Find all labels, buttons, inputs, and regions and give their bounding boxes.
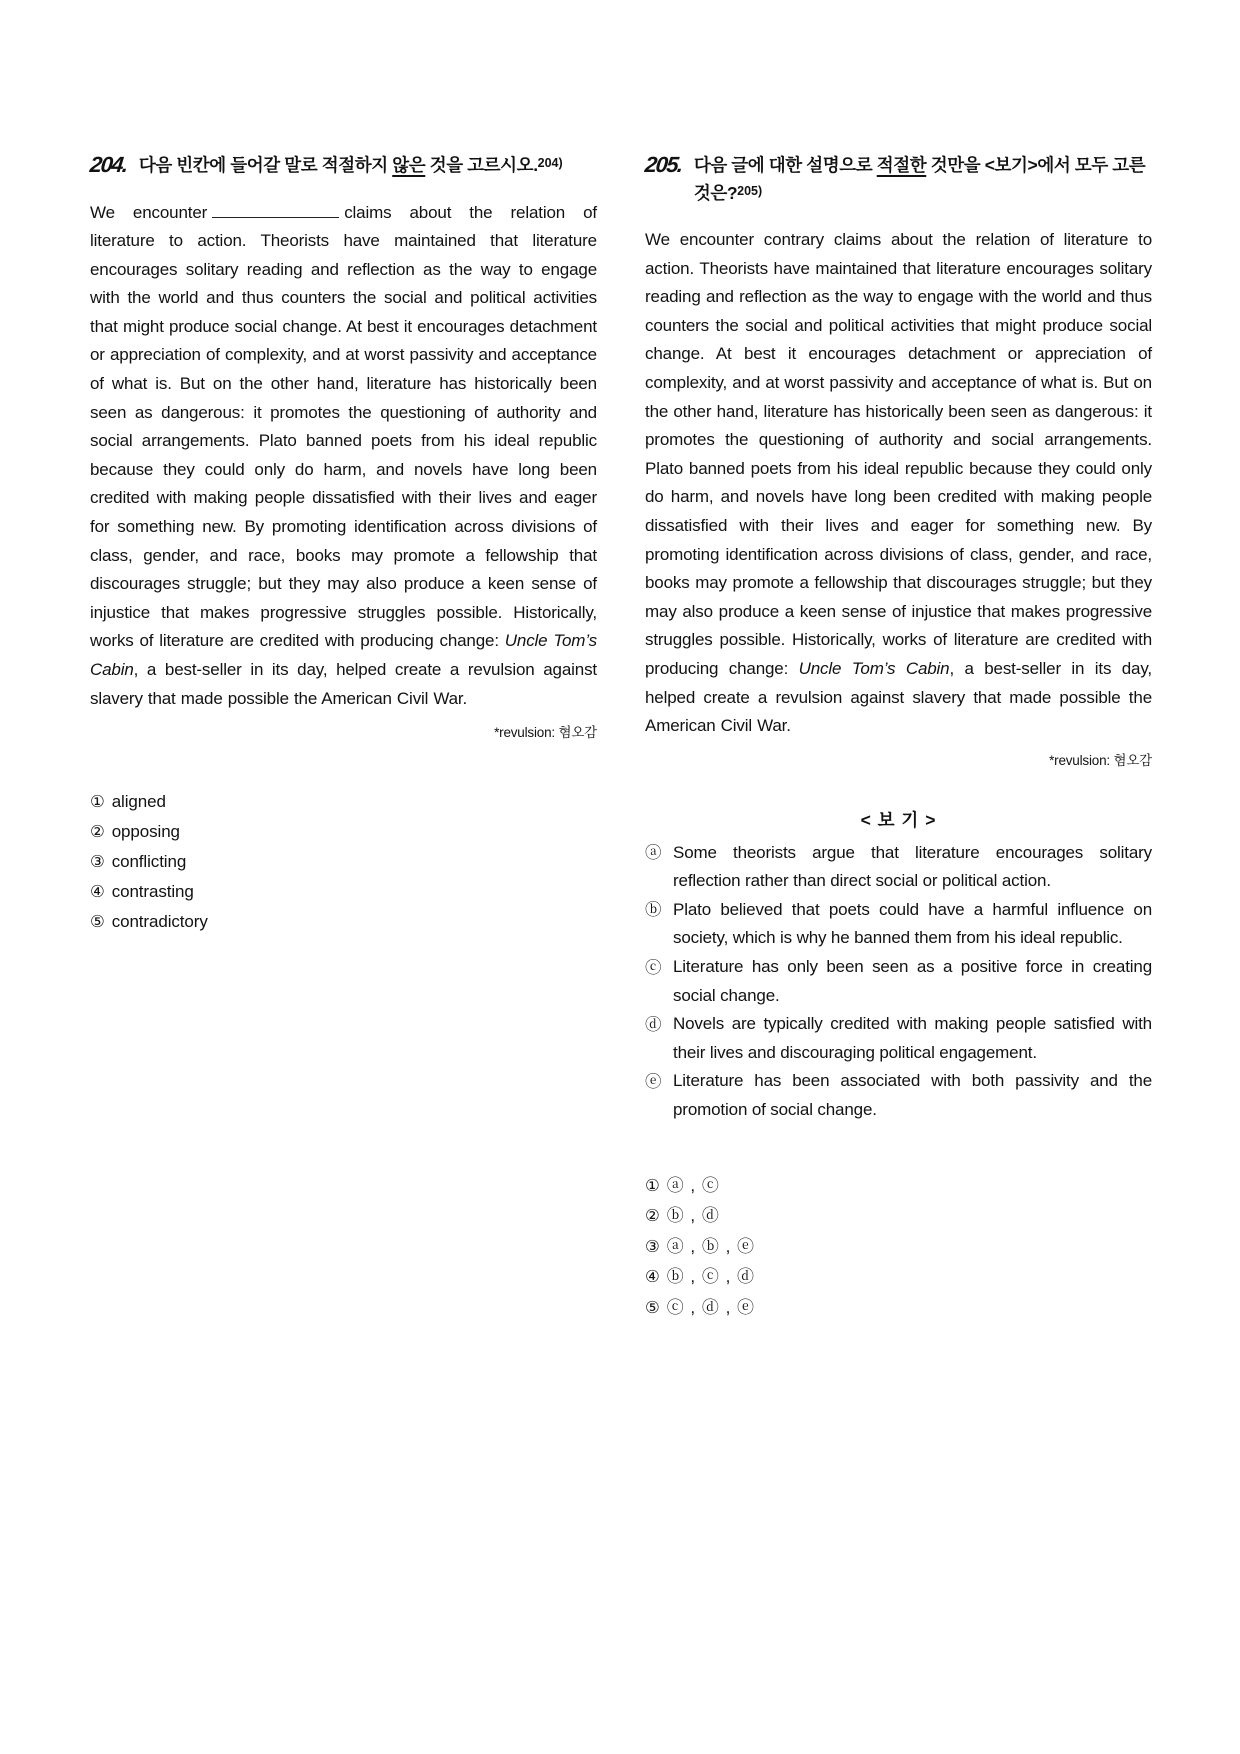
question-204-glossary-note: *revulsion: 혐오감 <box>494 725 597 741</box>
circled-number-1: ① <box>645 1176 660 1195</box>
option-1 <box>90 787 597 817</box>
passage-text: claims about the relation of literature to action. Theorists have maintained that literature encourages solitary reading and reflection as the way to engage with the world and thus counters the social and political activities that might produce social change. At best it encourages detachment or appreciation of complexity, and at worst passivity and acceptance of what is. But on the other hand, literature has historically been seen as dangerous: it promotes the questioning of authority and social arrangements. Plato banned poets from his ideal republic because they could only do harm, and novels have long been credited with making people dissatisfied with their lives and eager for something new. By promoting identification across divisions of class, gender, and race, books may promote a fellowship that discourages struggle; but they may also produce a keen sense of injustice that makes progressive struggles possible. Historically, works of literature are credited with producing change: <box>90 202 597 651</box>
question-205-glossary-note: *revulsion: 혐오감 <box>1049 752 1152 768</box>
book-title-italic: Uncle Tom’s Cabin <box>90 631 597 679</box>
bogi-item-list <box>645 839 1152 1125</box>
question-204-options <box>90 787 597 937</box>
prompt-text: 다음 글에 대한 설명으로 <box>693 155 877 175</box>
question-205-footnote-ref: 205) <box>737 183 763 198</box>
passage-text: We encounter <box>90 202 208 222</box>
option-label: ⓑ , ⓓ <box>666 1206 720 1226</box>
question-204-passage <box>90 199 597 714</box>
prompt-text: 것을 고르시오. <box>425 155 538 175</box>
circled-number-4: ④ <box>645 1268 660 1287</box>
passage-text: , a best-seller in its day, helped create a revulsion against slavery that made possible the American Civil War. <box>90 660 597 708</box>
fill-in-blank-line <box>212 202 339 218</box>
passage-text: We encounter contrary claims about the relation of literature to action. Theorists have maintained that literature encourages solitary reading and reflection as the way to engage with the world and thus counters the social and political activities that might produce social change. At best it encourages detachment or appreciation of complexity, and at worst passivity and acceptance of what is. But on the other hand, literature has historically been seen as dangerous: it promotes the questioning of authority and social arrangements. Plato banned poets from his ideal republic because they could only do harm, and novels have long been credited with making people dissatisfied with their lives and eager for something new. By promoting identification across divisions of class, gender, and race, books may promote a fellowship that discourages struggle; but they may also produce a keen sense of injustice that makes progressive struggles possible. Historically, works of literature are credited with producing change: <box>645 230 1152 678</box>
option-label: ⓐ , ⓑ , ⓔ <box>666 1236 756 1256</box>
prompt-text: 다음 빈칸에 들어갈 말로 적절하지 <box>138 155 393 175</box>
option-label: contradictory <box>111 912 208 932</box>
circled-letter-d: ⓓ <box>645 1015 662 1034</box>
option-3 <box>645 1232 1152 1263</box>
circled-number-4: ④ <box>90 883 105 902</box>
option-label: opposing <box>111 822 180 842</box>
circled-letter-b: ⓑ <box>645 901 662 920</box>
option-5 <box>645 1293 1152 1324</box>
prompt-underlined-word: 적절한 <box>876 155 927 175</box>
question-205-number: 205. <box>643 152 684 177</box>
question-205-prompt <box>694 152 1152 209</box>
bogi-item-text: Novels are typically credited with making people satisfied with their lives and discouraging political engagement. <box>673 1014 1152 1062</box>
option-1 <box>645 1171 1152 1202</box>
option-2 <box>90 817 597 847</box>
option-label: conflicting <box>111 852 187 872</box>
circled-number-5: ⑤ <box>645 1298 660 1317</box>
option-5 <box>90 907 597 937</box>
question-205-header <box>645 152 1152 209</box>
bogi-item-text: Plato believed that poets could have a harmful influence on society, which is why he banned them from his ideal republic. <box>673 899 1152 948</box>
bogi-item-text: Literature has been associated with both passivity and the promotion of social change. <box>673 1071 1152 1120</box>
bogi-item-a <box>645 839 1152 896</box>
question-204-header <box>90 152 597 182</box>
circled-letter-e: ⓔ <box>645 1072 662 1091</box>
bogi-item-text: Some theorists argue that literature encourages solitary reflection rather than direct social or political action. <box>673 842 1152 891</box>
option-2 <box>645 1201 1152 1232</box>
circled-number-2: ② <box>645 1207 660 1226</box>
bogi-box-title: < 보 기 > <box>860 809 937 830</box>
option-3 <box>90 847 597 877</box>
option-label: aligned <box>111 792 166 812</box>
bogi-item-e <box>645 1067 1152 1124</box>
circled-number-1: ① <box>90 793 105 812</box>
circled-number-3: ③ <box>90 853 105 872</box>
circled-letter-c: ⓒ <box>645 958 662 977</box>
bogi-item-d <box>645 1010 1152 1067</box>
question-204-number: 204. <box>88 152 129 177</box>
circled-letter-a: ⓐ <box>645 844 662 863</box>
question-205-passage <box>645 226 1152 741</box>
circled-number-3: ③ <box>645 1237 660 1256</box>
prompt-text: 것만을 <보기>에서 모두 고른 것은? <box>693 155 1146 203</box>
question-205-options <box>645 1171 1152 1324</box>
option-4 <box>645 1262 1152 1293</box>
prompt-underlined-word: 않은 <box>392 155 426 175</box>
option-label: contrasting <box>111 882 194 902</box>
option-4 <box>90 877 597 907</box>
circled-number-5: ⑤ <box>90 913 105 932</box>
passage-text: , a best-seller in its day, helped create a revulsion against slavery that made possible the American Civil War. <box>645 658 1152 736</box>
two-column-layout <box>90 152 1152 1323</box>
question-204-prompt <box>139 152 563 182</box>
bogi-item-c <box>645 953 1152 1010</box>
option-label: ⓑ , ⓒ , ⓓ <box>666 1267 756 1287</box>
bogi-item-b <box>645 896 1152 953</box>
question-204-footnote-ref: 204) <box>537 156 563 170</box>
circled-number-2: ② <box>90 823 105 842</box>
bogi-item-text: Literature has only been seen as a positive force in creating social change. <box>673 957 1152 1005</box>
option-label: ⓒ , ⓓ , ⓔ <box>666 1297 756 1317</box>
question-205 <box>645 152 1152 1323</box>
question-204 <box>90 152 597 1323</box>
book-title-italic: Uncle Tom’s Cabin <box>798 658 950 678</box>
option-label: ⓐ , ⓒ <box>666 1175 720 1195</box>
